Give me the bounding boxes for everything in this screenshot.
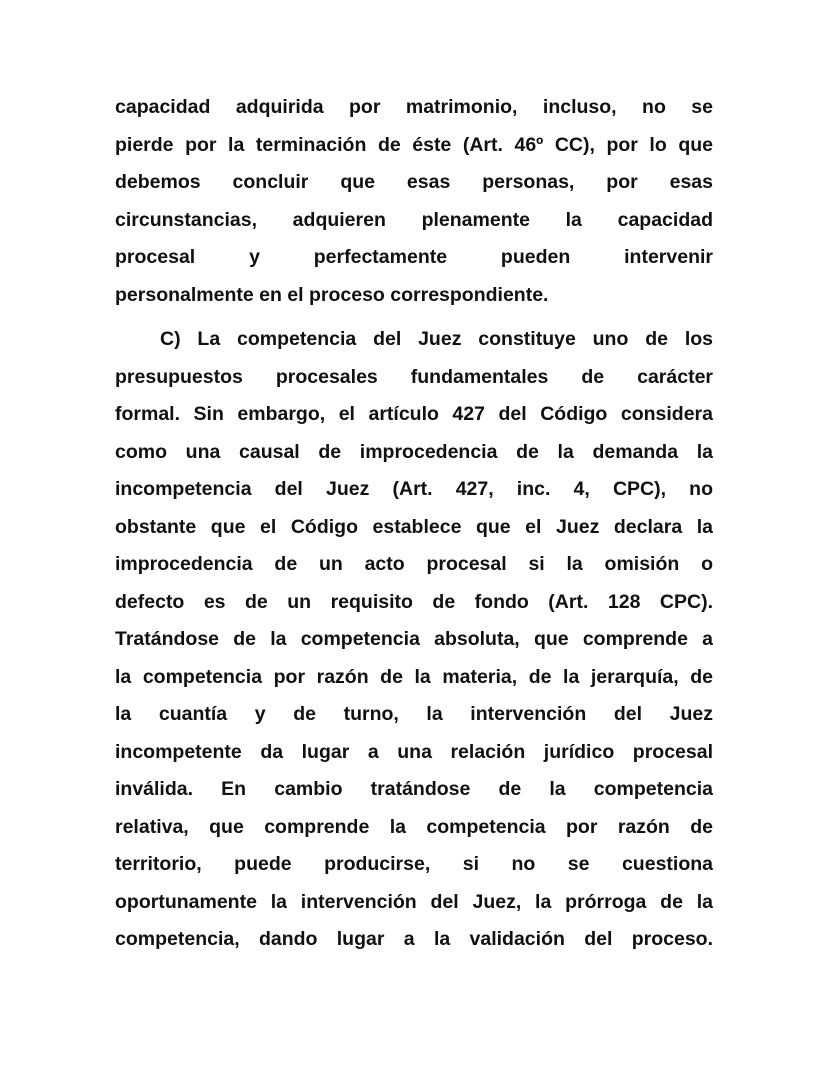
text-line: inválida. En cambio tratándose de la competencia [115,778,713,800]
text-line: personalmente en el proceso correspondiente. [115,283,549,306]
text-line: pierde por la terminación de éste (Art. 46º CC), por lo que [115,133,713,156]
text-line: capacidad adquirida por matrimonio, incluso, no se [115,96,713,118]
text-line: como una causal de improcedencia de la demanda la [115,440,713,463]
text-line: C) La competencia del Juez constituye uno de los [160,328,713,350]
text-line: incompetente da lugar a una relación jurídico procesal [115,740,713,763]
text-line: debemos concluir que esas personas, por esas [115,171,713,193]
text-line: relativa, que comprende la competencia por razón de [115,815,713,838]
text-line: territorio, puede producirse, si no se cuestiona [115,853,713,875]
paragraph-capacity [115,89,713,314]
text-line: improcedencia de un acto procesal si la omisión o [115,553,713,575]
text-line: la competencia por razón de la materia, de la jerarquía, de [115,665,713,688]
text-line: procesal y perfectamente pueden intervenir [115,246,713,268]
text-line: defecto es de un requisito de fondo (Art. 128 CPC). [115,590,713,613]
text-line: competencia, dando lugar a la validación del proceso. [115,928,713,950]
text-line: incompetencia del Juez (Art. 427, inc. 4, CPC), no [115,478,713,500]
paragraph-competence [115,321,713,959]
text-line: presupuestos procesales fundamentales de carácter [115,365,713,388]
text-line: formal. Sin embargo, el artículo 427 del Código considera [115,403,713,425]
text-line: la cuantía y de turno, la intervención del Juez [115,703,713,725]
text-line: oportunamente la intervención del Juez, la prórroga de la [115,890,713,913]
text-line: circunstancias, adquieren plenamente la capacidad [115,208,713,231]
text-line: obstante que el Código establece que el Juez declara la [115,515,713,538]
text-line: Tratándose de la competencia absoluta, que comprende a [115,628,713,650]
